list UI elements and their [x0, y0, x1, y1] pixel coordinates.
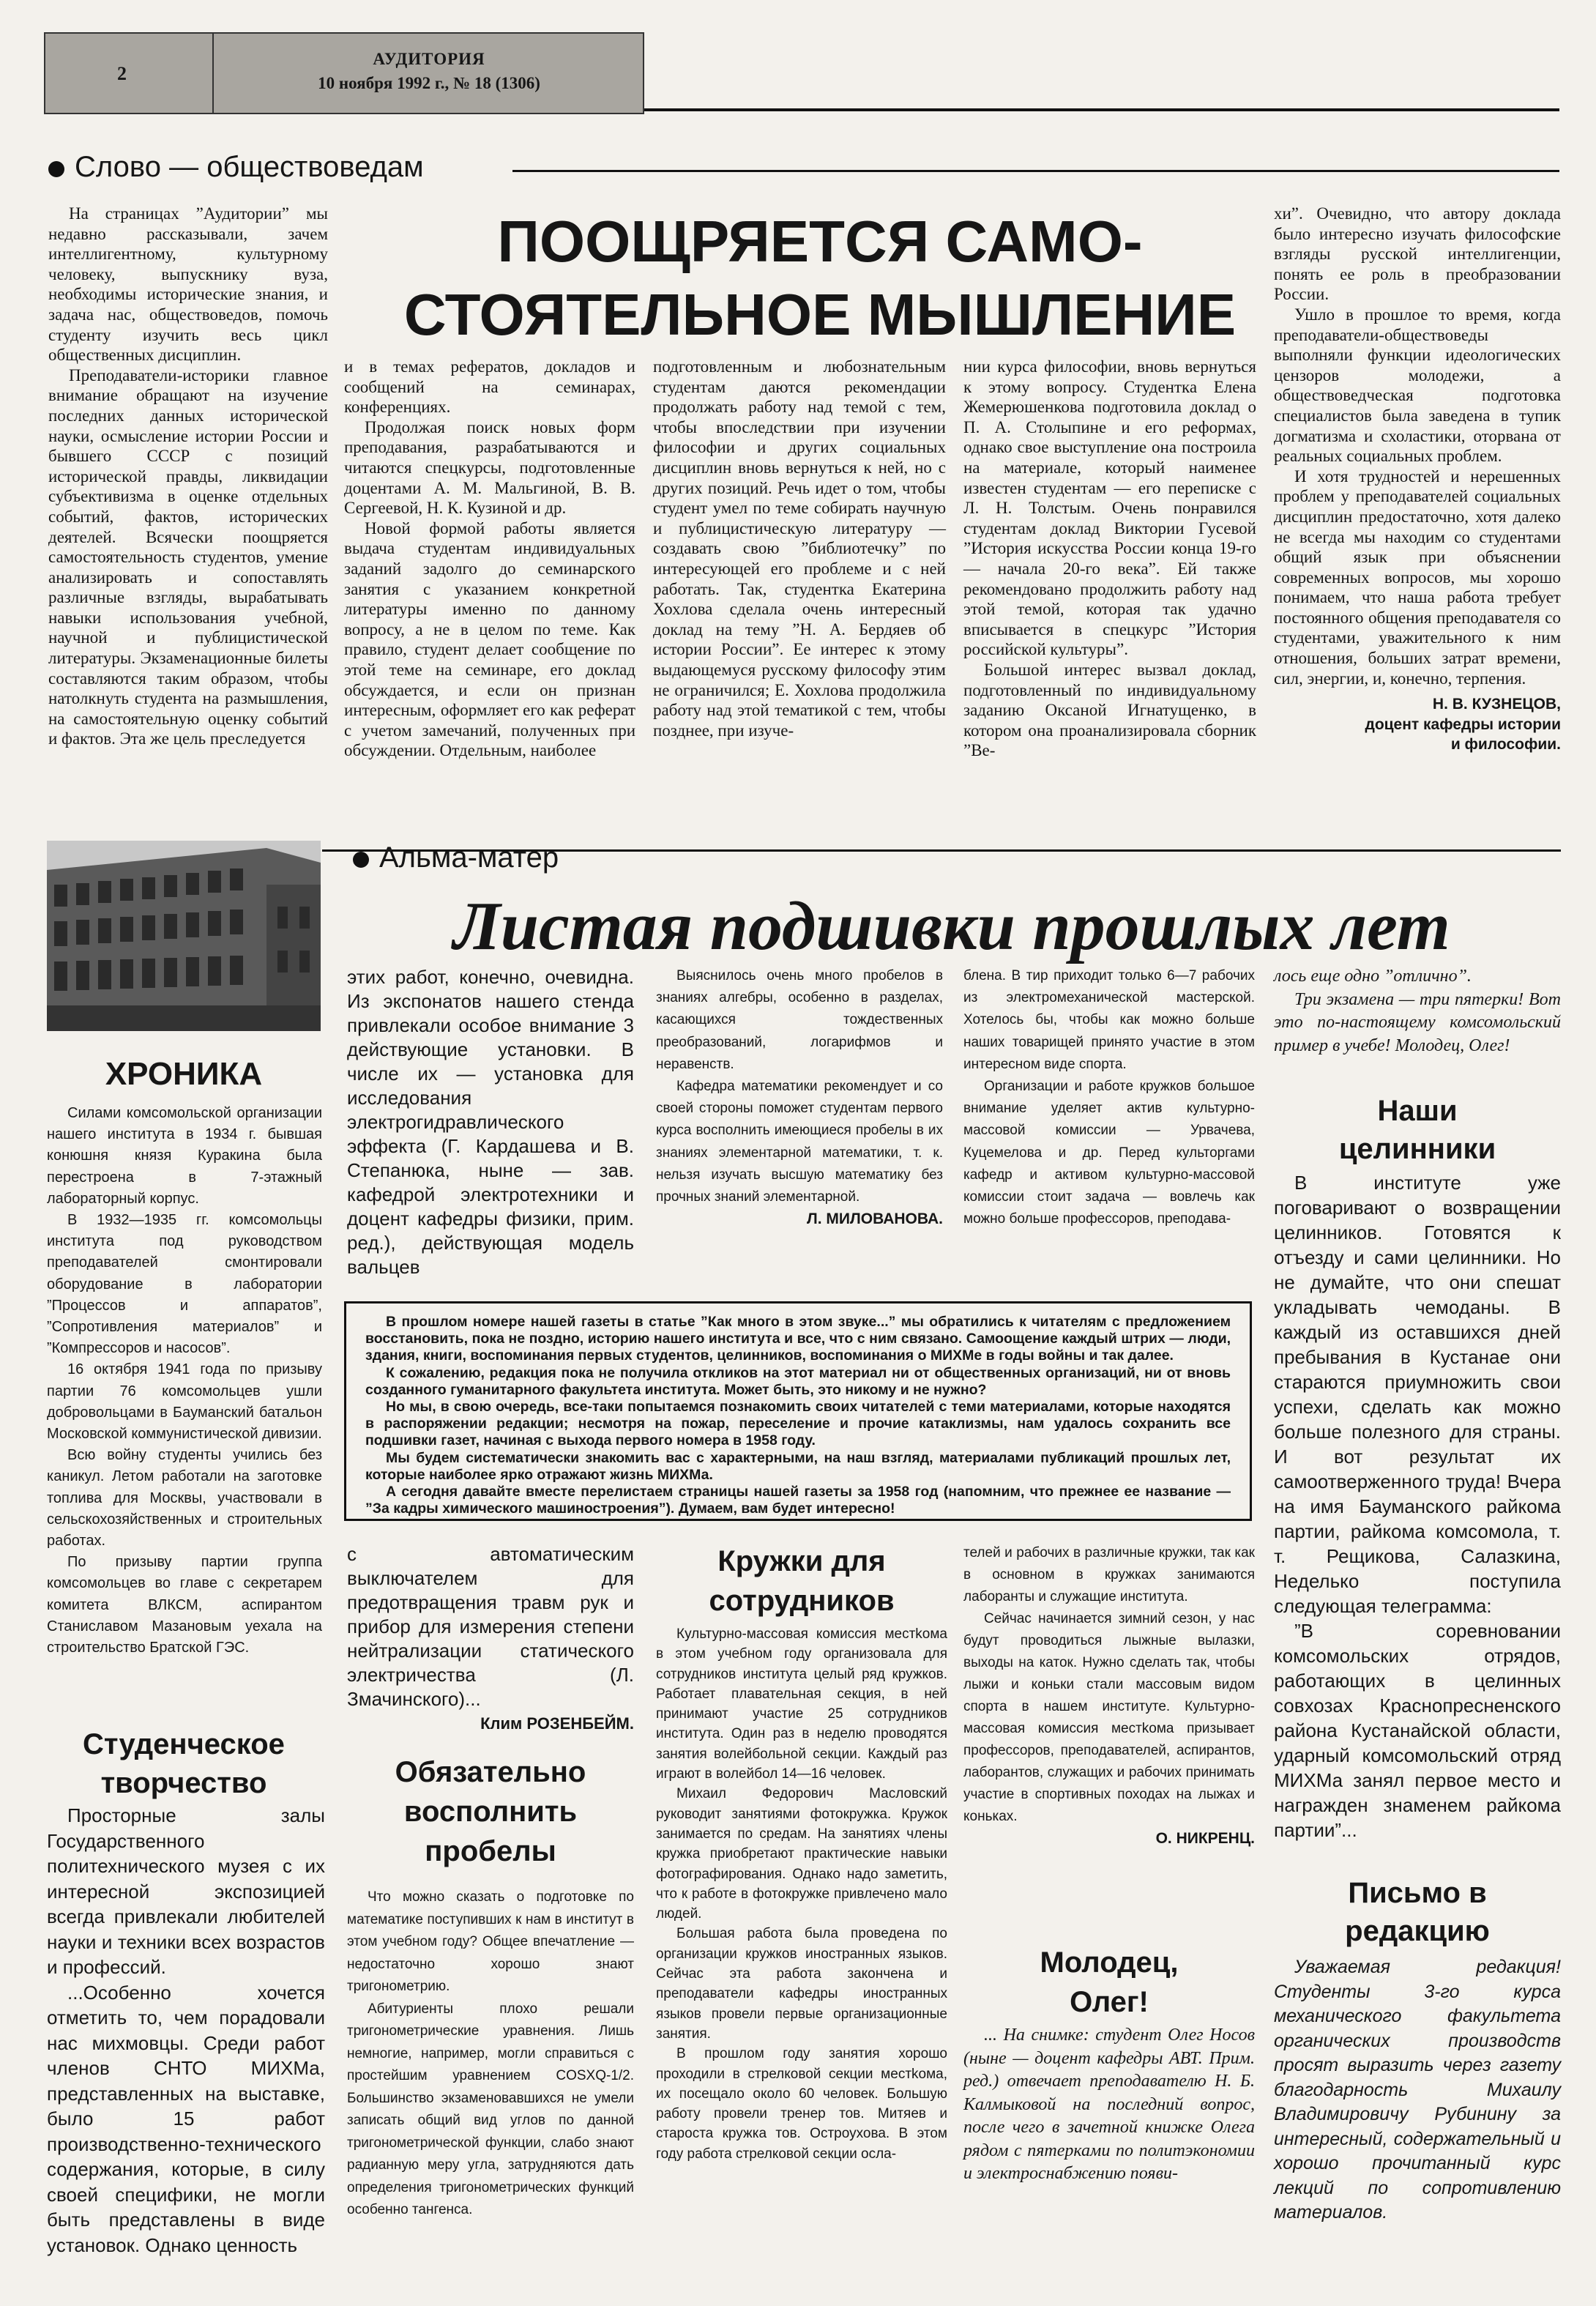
paper-name: АУДИТОРИЯ [373, 50, 485, 68]
article-column-3 [653, 357, 946, 740]
paragraph: нии курса философии, вновь вернуться к этому вопросу. Студентка Елена Жемерюшенкова подготовила доклад о П. А. Столыпине и его реформах, однако свое выступление она построила на материале, который наименее известен студентам — его переписке с Л. Н. Толстым. Очень понравился студентам доклад Виктории Гусевой ”История искусства России конца 19-го — начала 20-го века”. Ей также рекомендовано продолжить работу над этой темой, которая так удачно вписывается в спецкурс ”История российской культуры”. [963, 357, 1256, 659]
paragraph: Сейчас начинается зимний сезон, у нас будут проводиться лыжные вылазки, выходы на каток. Нужно сделать так, чтобы лыжи и коньки стали массовым видом спорта в нашем институте. Культурно-массовая комиссия местkома призывает профессоров, преподавателей, аспирантов, лаборантов, служащих и рабочих принимать участие в спортивных походах на лыжах и коньках. [963, 1611, 1255, 1824]
alma-headline: Листая подшивки прошлых лет [453, 888, 1450, 964]
virgin-title-1: Наши [1377, 1095, 1458, 1127]
rubric-text: Слово — обществоведам [75, 151, 424, 183]
paragraph: 16 октября 1941 года по призыву партии 76 комсомольцев ушли добровольцами в Бауманский батальон Московской коммунистической дивизии. [47, 1361, 322, 1443]
paragraph: Что можно сказать о подготовке по математике поступивших к нам в институт в этом учебном году? Общее впечатление — недостаточно хорошо знают тригонометрию. [347, 1889, 634, 1994]
oleg-title-1: Молодец, [1040, 1946, 1179, 1979]
paragraph: А сегодня давайте вместе перелистаем страницы нашей газеты за 1958 год (напомним, что прежнее ее название — ”За кадры химического машиностроения”). Думаем, вам будет интересно! [365, 1484, 1231, 1517]
article-column-5 [1274, 204, 1561, 755]
paragraph: Организации и работе кружков большое внимание уделяет актив культурно-массовой комиссии — Урвачева, Куцемелова и др. Перед культоргами кафедр и активом культурно-массовой комиссии стоит задача — вовлечь как можно больше профессоров, преподава- [963, 1079, 1255, 1227]
circles-column [656, 1624, 947, 2164]
paragraph: Всю войну студенты учились без каникул. Летом работали на заготовке топлива для Москвы, участвовали в сельскохозяйственных и строительных работах. [47, 1447, 322, 1550]
article-column-4 [963, 357, 1256, 761]
paragraph: Культурно-массовая комиссия местkома в этом учебном году организовала для сотрудников института целый ряд кружков. Работает плавательная секция, в ней принимают участие 25 сотрудников института. Один раз в неделю проводятся занятия волейбольной секции. Каждый раз играют в волейбол 14—16 человек. [656, 1626, 947, 1782]
headline-line-2: СТОЯТЕЛЬНОЕ МЫШЛЕНИЕ [403, 282, 1237, 347]
paragraph: Мы будем систематически знакомить вас с характерными, на наш взгляд, материалами публикаций прошлых лет, которые наиболее ярко отражают жизнь МИХМа. [365, 1449, 1231, 1483]
paragraph: Продолжая поиск новых форм преподавания, разрабатываются и читаются спецкурсы, подготовленные доцентами А. М. Мальгиной, В. В. Сергеевой, Н. К. Кузиной и др. [344, 417, 635, 518]
student-art-title-2: творчество [100, 1767, 267, 1799]
paragraph: Михаил Федорович Масловский руководит занятиями фотокружка. Кружок занимается по средам. На занятиях члены кружка приобретают практические навыки фотографирования. Однако надо заметить, что к работе в фотокружке привлечено мало людей. [656, 1786, 947, 1922]
paragraph: телей и рабочих в различные кружки, так как в основном в кружках занимаются лаборанты и служащие института. [963, 1545, 1255, 1604]
oleg-column [963, 2024, 1255, 2186]
paragraph: лось еще одно ”отлично”. [1274, 967, 1472, 986]
virgin-title-2: целинники [1338, 1133, 1496, 1165]
paragraph: подготовленным и любознательным студентам даются рекомендации продолжать работу над темой с тем, чтобы впоследствии при изучении философии и других социальных дисциплин вновь вернуться к ней, но с других позиций. Речь идет о том, чтобы студент умел по теме собирать научную и публицистическую литературу — создавать свою ”библиотечку” по интересующей его проблеме и с ней работать. Так, студентка Екатерина Хохлова сделала очень интересный доклад на тему ”Н. А. Бердяев об истории России”. Ее интерес к этому выдающемуся русскому философу этим не ограничился; Е. Хохлова продолжила работу над этой тематикой с тем, чтобы позднее, при изуче- [653, 357, 946, 740]
circles-title-1: Кружки для [717, 1545, 886, 1577]
editorial-box [344, 1301, 1252, 1521]
fill-gaps-title-2: восполнить [403, 1796, 578, 1828]
paragraph: ...Особенно хочется отметить то, чем порадовали нас михмовцы. Среди работ членов СНТО МИХМа, представленных на выставке, было 15 работ производственно-технического содержания, которые, в силу своей специфики, не могли быть представлены в виде установок. Однако ценность [47, 1981, 325, 2256]
rubric-rule [512, 170, 1559, 172]
paragraph: На страницах ”Аудитории” мы недавно рассказывали, зачем интеллигентному, культурному человеку, выпускнику вуза, необходимы исторические знания, и задача нас, обществоведов, помочь студенту изучить весь цикл общественных дисциплин. [48, 204, 328, 365]
building-image [47, 841, 321, 1031]
article-column-2 [344, 357, 635, 761]
header-divider [212, 32, 214, 114]
paragraph: Но мы, в свою очередь, все-таки попытаемся познакомить своих читателей с теми материалами, которые находятся в распоряжении редакции; несмотря на пожар, переселение и прочие катаклизмы, нам удалось сохранить все подшивки газет, начиная с выхода первого номера в 1958 году. [365, 1399, 1231, 1449]
paragraph: Большой интерес вызвал доклад, подготовленный по индивидуальному заданию Оксаной Игнатущенко, в котором она проанализировала сборник ”Ве- [963, 660, 1256, 760]
paragraph: Кафедра математики рекомендует и со своей стороны поможет студентам первого курса восполнить имеющиеся пробелы в их знаниях элементарной математики, т. к. нельзя изучать высшую математику без прочных знаний элементарной. [656, 1079, 943, 1205]
alma-column-a [347, 965, 634, 1279]
alma-column-c [963, 965, 1255, 1230]
headline-line-1: ПООЩРЯЕТСЯ САМО- [497, 209, 1143, 274]
virgin-column [1274, 1170, 1561, 1842]
paragraph: хи”. Очевидно, что автору доклада было интересно изучать философские взгляды русской интеллигенции, понять ее роль в преобразовании России. [1274, 204, 1561, 304]
author-role: и философии. [1450, 736, 1561, 754]
page-header-box [44, 32, 644, 114]
author-signature: Л. МИЛОВАНОВА. [807, 1210, 943, 1228]
paragraph: Уважаемая редакция! Студенты 3-го курса механического факультета органических производств просят выразить через газету благодарность Михаилу Владимировичу Рубинину за интересный, содержательный и хорошо прочитанный курс лекций по сопротивлению материалов. [1274, 1957, 1561, 2223]
article-column-1 [48, 204, 328, 749]
paragraph: В прошлом году занятия хорошо проходили в стрелковой секции местkома, их посещало около 60 человек. Большую работу провели тренер тов. Митяев и староста кружка тов. Остроухова. В этом году работа стрелковой секции осла- [656, 2046, 947, 2162]
section-rubric [48, 150, 424, 184]
lower-column-a [347, 1542, 634, 1736]
alma-column-d [1274, 965, 1561, 1057]
bullet-icon [48, 161, 64, 177]
paragraph: Преподаватели-историки главное внимание обращают на изучение последних данных исторической науки, осмысление истории России и бывшего СССР с позиций исторической правды, ликвидации субъективизма в оценке отдельных событий, фактов, исторических деятелей. Всячески поощряется самостоятельность студентов, умение анализировать и сопоставлять различные взгляды, вырабатывать навыки использования учебной, научной и публицистической литературы. Экзаменационные билеты составляются таким образом, чтобы натолкнуть студента на размышления, на самостоятельную оценку событий и фактов. Эта же цель преследуется [48, 365, 328, 748]
paragraph: ... На снимке: студент Олег Носов (ныне — доцент кафедры АВТ. Прим. ред.) отвечает преподавателю Н. Б. Калмыковой на последний вопрос, после чего в зачетной книжке Олега рядом с пятерками по политэкономии и электроснабжению появи- [963, 2026, 1255, 2183]
paragraph: этих работ, конечно, очевидна. Из экспонатов нашего стенда привлекали особое внимание 3 действующие установки. В числе их — установка для исследования электрогидравлического эффекта (Г. Кардашева и В. Степанюка, ныне — зав. кафедрой электротехники и доцент кафедры физики, прим. ред.), действующая модель вальцев [347, 966, 634, 1278]
paragraph: и в темах рефератов, докладов и сообщений на семинарах, конференциях. [344, 357, 635, 417]
paragraph: блена. В тир приходит только 6—7 рабочих из электромеханической мастерской. Хотелось бы, чтобы как можно больше наших товарищей принято участие в этом интересном виде спорта. [963, 968, 1255, 1072]
paragraph: К сожалению, редакция пока не получила откликов на этот материал ни от общественных организаций, ни от вновь созданного гуманитарного факультета института. Может быть, это никому и не нужно? [365, 1364, 1231, 1398]
author-role: доцент кафедры истории [1365, 715, 1561, 733]
student-art-column [47, 1803, 325, 2258]
paragraph: с автоматическим выключателем для предотвращения травм рук и прибор для измерения степени нейтрализации статического электричества (Л. Змачинского)... [347, 1543, 634, 1710]
header-rule [644, 108, 1559, 111]
paragraph: По призыву партии группа комсомольцев во главе с секретарем комитета ВЛКСМ, аспирантом Станиславом Мазановым уехала на строительство Братской ГЭС. [47, 1554, 322, 1656]
paragraph: В 1932—1935 гг. комсомольцы института под руководством преподавателей смонтировали оборудование в лаборатории ”Процессов и аппаратов”, ”Сопротивления материалов” и ”Компрессоров и насосов”. [47, 1212, 322, 1357]
paragraph: Большая работа была проведена по организации кружков иностранных языков. Сейчас эта работа закончена и преподаватели кафедры иностранных языков провели первые организационные занятия. [656, 1926, 947, 2042]
paragraph: Силами комсомольской организации нашего института в 1934 г. бывшая конюшня князя Куракина была перестроена в 7-этажный лабораторный корпус. [47, 1105, 322, 1207]
paragraph: Новой формой работы является выдача студентам индивидуальных заданий задолго до семинарского занятия с указанием конкретной литературы именно по данному вопросу, а не в целом по теме. Как правило, студент делает сообщение по этой теме на семинаре, его доклад обсуждается, и если он признан интересным, оформляет его как реферат с учетом замечаний, полученных при обсуждении. Отдельным, наиболее [344, 518, 635, 760]
paragraph: В прошлом номере нашей газеты в статье ”Как много в этом звуке...” мы обратились к читателям с предложением восстановить, пока не поздно, историю нашего института и все, что с ним связано. Самоощение каждый штрих — люди, здания, книги, воспоминания первых студентов, целинников, воспоминания о МИХМе в годы войны и так далее. [365, 1314, 1231, 1364]
chronicle-title: ХРОНИКА [105, 1056, 263, 1092]
rubric-text: Альма-матер [379, 841, 559, 874]
alma-rubric [353, 841, 559, 874]
page-number: 2 [117, 63, 127, 84]
paragraph: ”В соревновании комсомольских отрядов, работающих в целинных совхозах Краснопресненского района Кустанайской области, ударный комсомольский отряд МИХМа занял первое место и награжден знаменем райкома партии”... [1274, 1620, 1561, 1841]
letter-title-1: Письмо в [1348, 1877, 1487, 1909]
paragraph: Абитуриенты плохо решали тригонометрические уравнения. Лишь немногие, например, могли справиться с простейшим уравнением COSXQ-1/2. Большинство экзаменовавшихся не умели записать общий вид углов по данной тригонометрической функции, слабо знают радианную меру угла, затрудняются дать определения тригонометрических функций особенно тангенса. [347, 2001, 634, 2217]
author-signature: Клим РОЗЕНБЕЙМ. [480, 1714, 634, 1733]
issue-date: 10 ноября 1992 г., № 18 (1306) [318, 74, 540, 92]
building-photo [47, 841, 321, 1031]
fill-gaps-column [347, 1886, 634, 2222]
student-art-title-1: Студенческое [83, 1728, 285, 1760]
paragraph: Три экзамена — три пятерки! Вот это по-настоящему комсомольский пример в учебе! Молодец, Олег! [1274, 989, 1561, 1055]
alma-column-b [656, 965, 943, 1230]
author-name: Н. В. КУЗНЕЦОВ, [1432, 696, 1561, 713]
circles-title-2: сотрудников [709, 1585, 895, 1617]
paragraph: Выяснилось очень много пробелов в знаниях алгебры, особенно в разделах, касающихся тождественных преобразований, логарифмов и неравенств. [656, 968, 943, 1072]
letter-title-2: редакцию [1345, 1915, 1490, 1947]
fill-gaps-title-3: пробелы [425, 1835, 556, 1867]
paragraph: И хотя трудностей и нерешенных проблем у преподавателей социальных дисциплин предостаточно, хотя далеко не всегда мы находим со студентами общий язык при объяснении современных вопросов, мы хорошо понимаем, что наша работа требует постоянного общения преподавателя со студентами, уважительного к ним отношения, больших затрат времени, сил, энергии, и, конечно, терпения. [1274, 466, 1561, 688]
paragraph: В институте уже поговаривают о возвращении целинников. Готовятся к отъезду и сами целинники. Но не думайте, что они спешат укладывать чемоданы. В каждый из оставшихся дней пребывания в Кустанае они стараются приумножить свои успехи, сделать как можно больше полезного для страны. И вот результат их самоотверженного труда! Вчера на имя Бауманского райкома партии, райкома комсомола, т. т. Рещикова, Салазкина, Неделько поступила следующая телеграмма: [1274, 1172, 1561, 1617]
letter-column [1274, 1955, 1561, 2225]
circles-column-2 [963, 1542, 1255, 1850]
bullet-icon [353, 852, 369, 868]
fill-gaps-title-1: Обязательно [395, 1756, 586, 1788]
oleg-title-2: Олег! [1070, 1986, 1149, 2018]
chronicle-column [47, 1103, 322, 1659]
author-signature: О. НИКРЕНЦ. [1155, 1830, 1255, 1847]
paragraph: Ушло в прошлое то время, когда преподаватели-обществоведы выполняли функции идеологических цензоров молодежи, а обществоведческая подготовка специалистов была заведена в тупик догматизма и схоластики, оторвана от реальных социальных проблем. [1274, 305, 1561, 466]
paragraph: Просторные залы Государственного политехнического музея с их интересной экспозицией всегда привлекали любителей науки и техники всех возрастов и профессий. [47, 1804, 325, 1978]
